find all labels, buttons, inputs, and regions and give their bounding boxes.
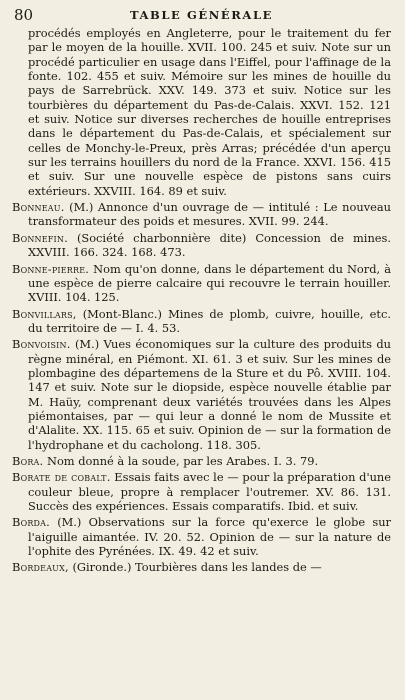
- index-entry-borda: [12, 515, 391, 558]
- index-text: [12, 26, 391, 575]
- entry-headword: Borda.: [12, 515, 50, 530]
- entry-headword: Bonneau.: [12, 200, 65, 215]
- page-number: 80: [14, 6, 34, 24]
- entry-text: (Société charbonnière dite) Concession de mines. XXVIII. 166. 324. 168. 473.: [28, 230, 391, 260]
- page-header: [12, 4, 391, 24]
- index-entry-continuation: [12, 26, 391, 198]
- entry-text: (M.) Vues économiques sur la culture des produits du règne minéral, en Piémont. XI. 61. 3 et suiv. Sur les mines de plombagine des départemens de la Sture et du Pô. XVIII. 104. 147 et suiv. Note sur le diopside, espèce nouvelle établie par M. Haüy, comprenant deux variétés trouvées dans les Alpes piémontaises, par — qui leur a donné le nom de Mussite et d'Alalite. XX. 115. 65 et suiv. Opinion de — sur la formation de l'hydrophane et du cacholong. 118. 305.: [28, 337, 392, 452]
- index-entry-bonneau: [12, 200, 391, 229]
- entry-text: (Mont-Blanc.) Mines de plomb, cuivre, houille, etc. du territoire de — I. 4. 53.: [28, 306, 392, 335]
- index-entry-bonvoisin: [12, 337, 391, 452]
- entry-headword: Bonvillars,: [12, 306, 77, 321]
- entry-text: Essais faits avec le — pour la préparation d'une couleur bleue, propre à remplacer l'outremer. XV. 86. 131. Succès des expériences. Essais comparatifs. Ibid. et suiv.: [28, 470, 392, 513]
- entry-headword: Bonnefin.: [12, 230, 68, 245]
- index-entry-bonne-pierre: [12, 262, 391, 305]
- index-entry-borate-de-cobalt: [12, 470, 391, 513]
- entry-text: (M.) Annonce d'un ouvrage de — intitulé : Le nouveau transformateur des poids et mesures. XVII. 99. 244.: [28, 200, 391, 229]
- entry-text: Nom qu'on donne, dans le département du Nord, à une espèce de pierre calcaire qui recouvre le terrain houiller. XVIII. 104. 125.: [28, 261, 391, 305]
- entry-headword: Bonvoisin.: [12, 337, 71, 352]
- index-entry-bonvillars: [12, 307, 391, 336]
- entry-text: (M.) Observations sur la force qu'exerce le globe sur l'aiguille aimantée. IV. 20. 52. Opinion de — sur la nature de l'ophite des Pyrénées. IX. 49. 42 et suiv.: [28, 515, 391, 559]
- index-entry-bora: [12, 454, 391, 468]
- entry-headword: Borate de cobalt.: [12, 470, 111, 485]
- entry-headword: Bonne-pierre.: [12, 261, 90, 276]
- entry-headword: Bordeaux,: [12, 560, 69, 575]
- index-entry-bordeaux: [12, 560, 391, 574]
- index-entry-bonnefin: [12, 231, 391, 260]
- entry-text: procédés employés en Angleterre, pour le traitement du fer par le moyen de la houille. XVII. 100. 245 et suiv. Note sur un procédé particulier en usage dans l'Eiffel, pour l'affinage de la fonte. 102. 455 et suiv. Mémoire sur les mines de houille du pays de Sarrebrück. XXV. 149. 373 et suiv. Notice sur les tourbières du département du Pas-de-Calais. XXVI. 152. 121 et suiv. Notice sur diverses recherches de houille entreprises dans le département du Pas-de-Calais, et spécialement sur celles de Monchy-le-Preux, près Arras; précédée d'un aperçu sur les terrains houillers du nord de la France. XXVI. 156. 415 et suiv. Sur une nouvelle espèce de pistons sans cuirs extérieurs. XXVIII. 164. 89 et suiv.: [28, 26, 391, 198]
- entry-headword: Bora.: [12, 453, 44, 468]
- entry-text: (Gironde.) Tourbières dans les landes de —: [72, 560, 322, 575]
- running-title: TABLE GÉNÉRALE: [129, 8, 274, 22]
- entry-text: Nom donné à la soude, par les Arabes. I. 3. 79.: [46, 453, 319, 468]
